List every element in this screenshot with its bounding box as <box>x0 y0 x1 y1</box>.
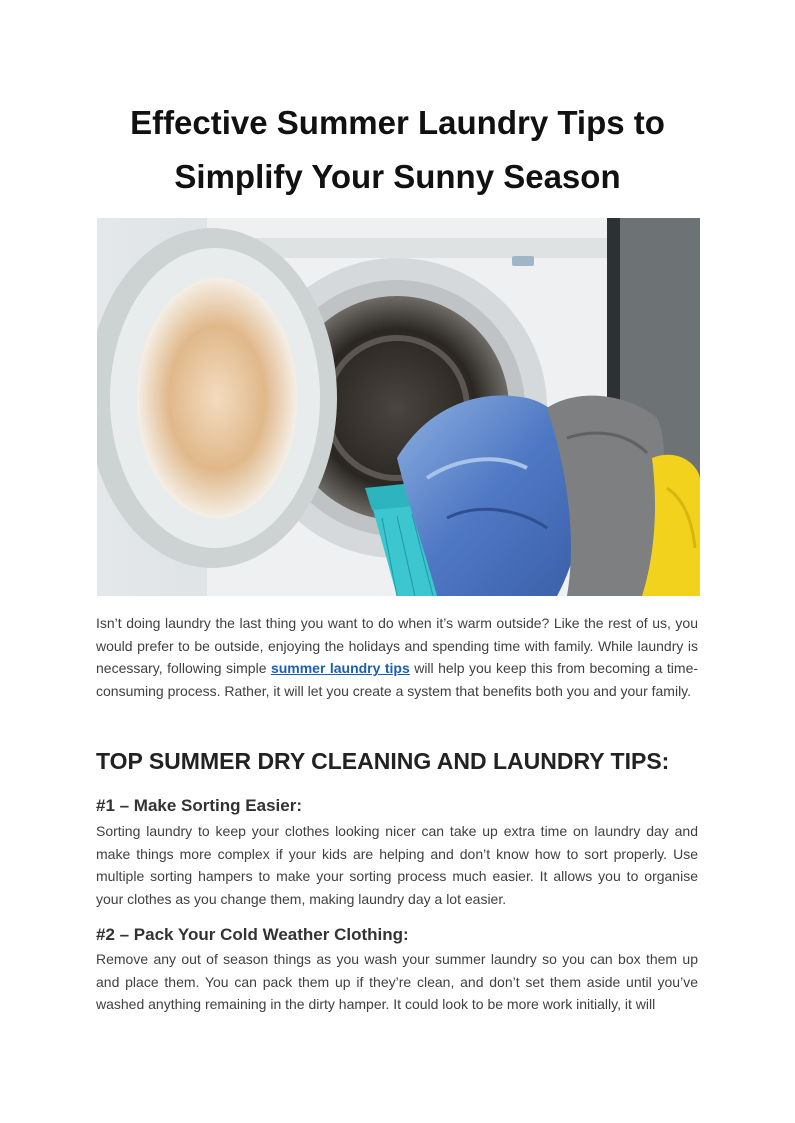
intro-paragraph <box>96 612 698 703</box>
page-title <box>96 96 699 204</box>
title-line-2: Simplify Your Sunny Season <box>174 158 621 195</box>
summer-laundry-tips-link[interactable]: summer laundry tips <box>270 660 410 677</box>
tip-2-heading: #2 – Pack Your Cold Weather Clothing: <box>96 925 409 944</box>
tip-1-body: Sorting laundry to keep your clothes looking nicer can take up extra time on laundry day and make things more complex if your kids are helping and don’t know how to sort properly. Use multiple sorting hampers to make your sorting process much easier. It allows you to organise your clothes as you change them, making laundry day a lot easier. <box>96 823 698 908</box>
title-line-1: Effective Summer Laundry Tips to <box>130 104 665 141</box>
tip-2-body: Remove any out of season things as you wash your summer laundry so you can box them up and place them. You can pack them up if they’re clean, and don’t set them aside until you’ve washed anything remaining in the dirty hamper. It could look to be more work initially, it will <box>96 951 698 1013</box>
washing-machine-photo <box>97 218 700 596</box>
intro-text-start: Isn’t doing laundry the last thing you want to do when it’s warm outside? Like the rest of us, you would prefer to be outside, enjoying the holidays and spending time with family. While laundry is necessary, following simple <box>96 615 698 677</box>
tip-1-heading: #1 – Make Sorting Easier: <box>96 796 302 815</box>
section-heading: TOP SUMMER DRY CLEANING AND LAUNDRY TIPS: <box>96 748 670 774</box>
intro-text-end: will help you keep this from becoming a time-consuming process. Rather, it will let you create a system that benefits both you and your family. <box>96 660 699 700</box>
washing-machine-illustration <box>97 218 700 596</box>
